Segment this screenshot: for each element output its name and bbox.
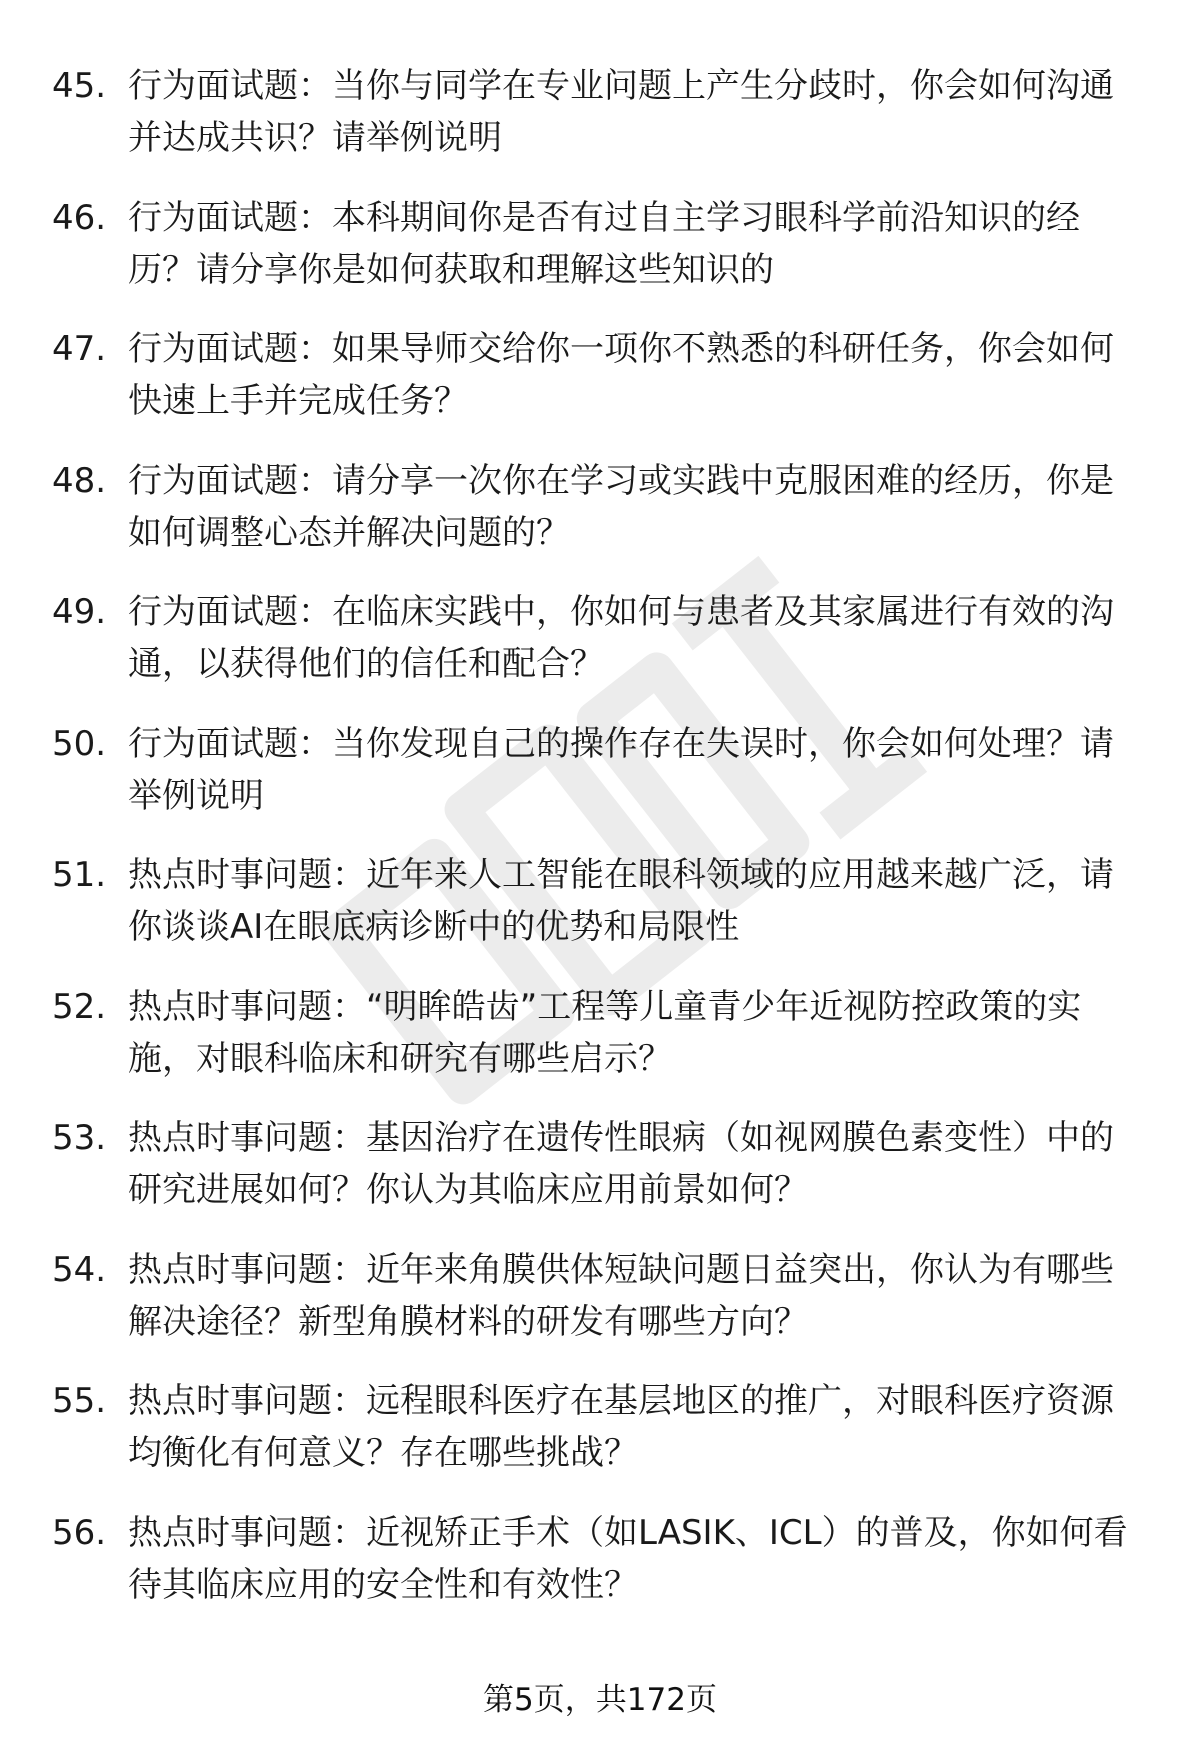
- question-number: 56.: [52, 1512, 107, 1553]
- question-text: 热点时事问题：近视矫正手术（如LASIK、ICL）的普及，你如何看待其临床应用的安全性和有效性？: [128, 1512, 1128, 1605]
- question-item: [52, 586, 1152, 718]
- question-text: 行为面试题：如果导师交给你一项你不熟悉的科研任务，你会如何快速上手并完成任务？: [128, 329, 1114, 421]
- question-item: [52, 1112, 1152, 1244]
- question-number: 48.: [52, 460, 107, 501]
- question-item: [52, 1375, 1152, 1507]
- question-number: 46.: [52, 197, 107, 238]
- question-text: 行为面试题：当你发现自己的操作存在失误时，你会如何处理？请举例说明: [128, 723, 1114, 816]
- page-footer: 第5页，共172页: [483, 1682, 717, 1718]
- question-number: 47.: [52, 329, 107, 369]
- question-item: [52, 718, 1152, 850]
- question-item: [52, 1507, 1152, 1639]
- question-number: 53.: [52, 1118, 107, 1158]
- question-item: [52, 849, 1152, 981]
- question-text: 热点时事问题：近年来人工智能在眼科领域的应用越来越广泛，请你谈谈AI在眼底病诊断中的优势和局限性: [128, 855, 1114, 947]
- question-number: 50.: [52, 723, 107, 764]
- question-item: [52, 455, 1152, 587]
- question-number: 45.: [52, 66, 107, 106]
- question-number: 54.: [52, 1249, 107, 1290]
- question-text: 行为面试题：请分享一次你在学习或实践中克服困难的经历，你是如何调整心态并解决问题的？: [128, 460, 1114, 553]
- question-text: 热点时事问题：远程眼科医疗在基层地区的推广，对眼科医疗资源均衡化有何意义？存在哪些挑战？: [128, 1381, 1114, 1473]
- question-text: 行为面试题：本科期间你是否有过自主学习眼科学前沿知识的经历？请分享你是如何获取和理解这些知识的: [128, 197, 1080, 290]
- question-list: [52, 60, 1152, 1638]
- question-number: 49.: [52, 592, 107, 632]
- question-text: 热点时事问题：近年来角膜供体短缺问题日益突出，你认为有哪些解决途径？新型角膜材料的研发有哪些方向？: [128, 1249, 1114, 1342]
- question-item: [52, 323, 1152, 455]
- question-text: 热点时事问题：“明眸皓齿”工程等儿童青少年近视防控政策的实施，对眼科临床和研究有哪些启示？: [128, 986, 1082, 1079]
- question-text: 行为面试题：当你与同学在专业问题上产生分歧时，你会如何沟通并达成共识？请举例说明: [128, 66, 1114, 158]
- question-text: 行为面试题：在临床实践中，你如何与患者及其家属进行有效的沟通，以获得他们的信任和配合？: [128, 592, 1114, 684]
- question-number: 55.: [52, 1381, 107, 1421]
- question-text: 热点时事问题：基因治疗在遗传性眼病（如视网膜色素变性）中的研究进展如何？你认为其临床应用前景如何？: [128, 1118, 1114, 1210]
- question-item: [52, 192, 1152, 324]
- question-item: [52, 60, 1152, 192]
- question-number: 51.: [52, 855, 107, 895]
- question-number: 52.: [52, 986, 107, 1027]
- question-item: [52, 1244, 1152, 1376]
- question-item: [52, 981, 1152, 1113]
